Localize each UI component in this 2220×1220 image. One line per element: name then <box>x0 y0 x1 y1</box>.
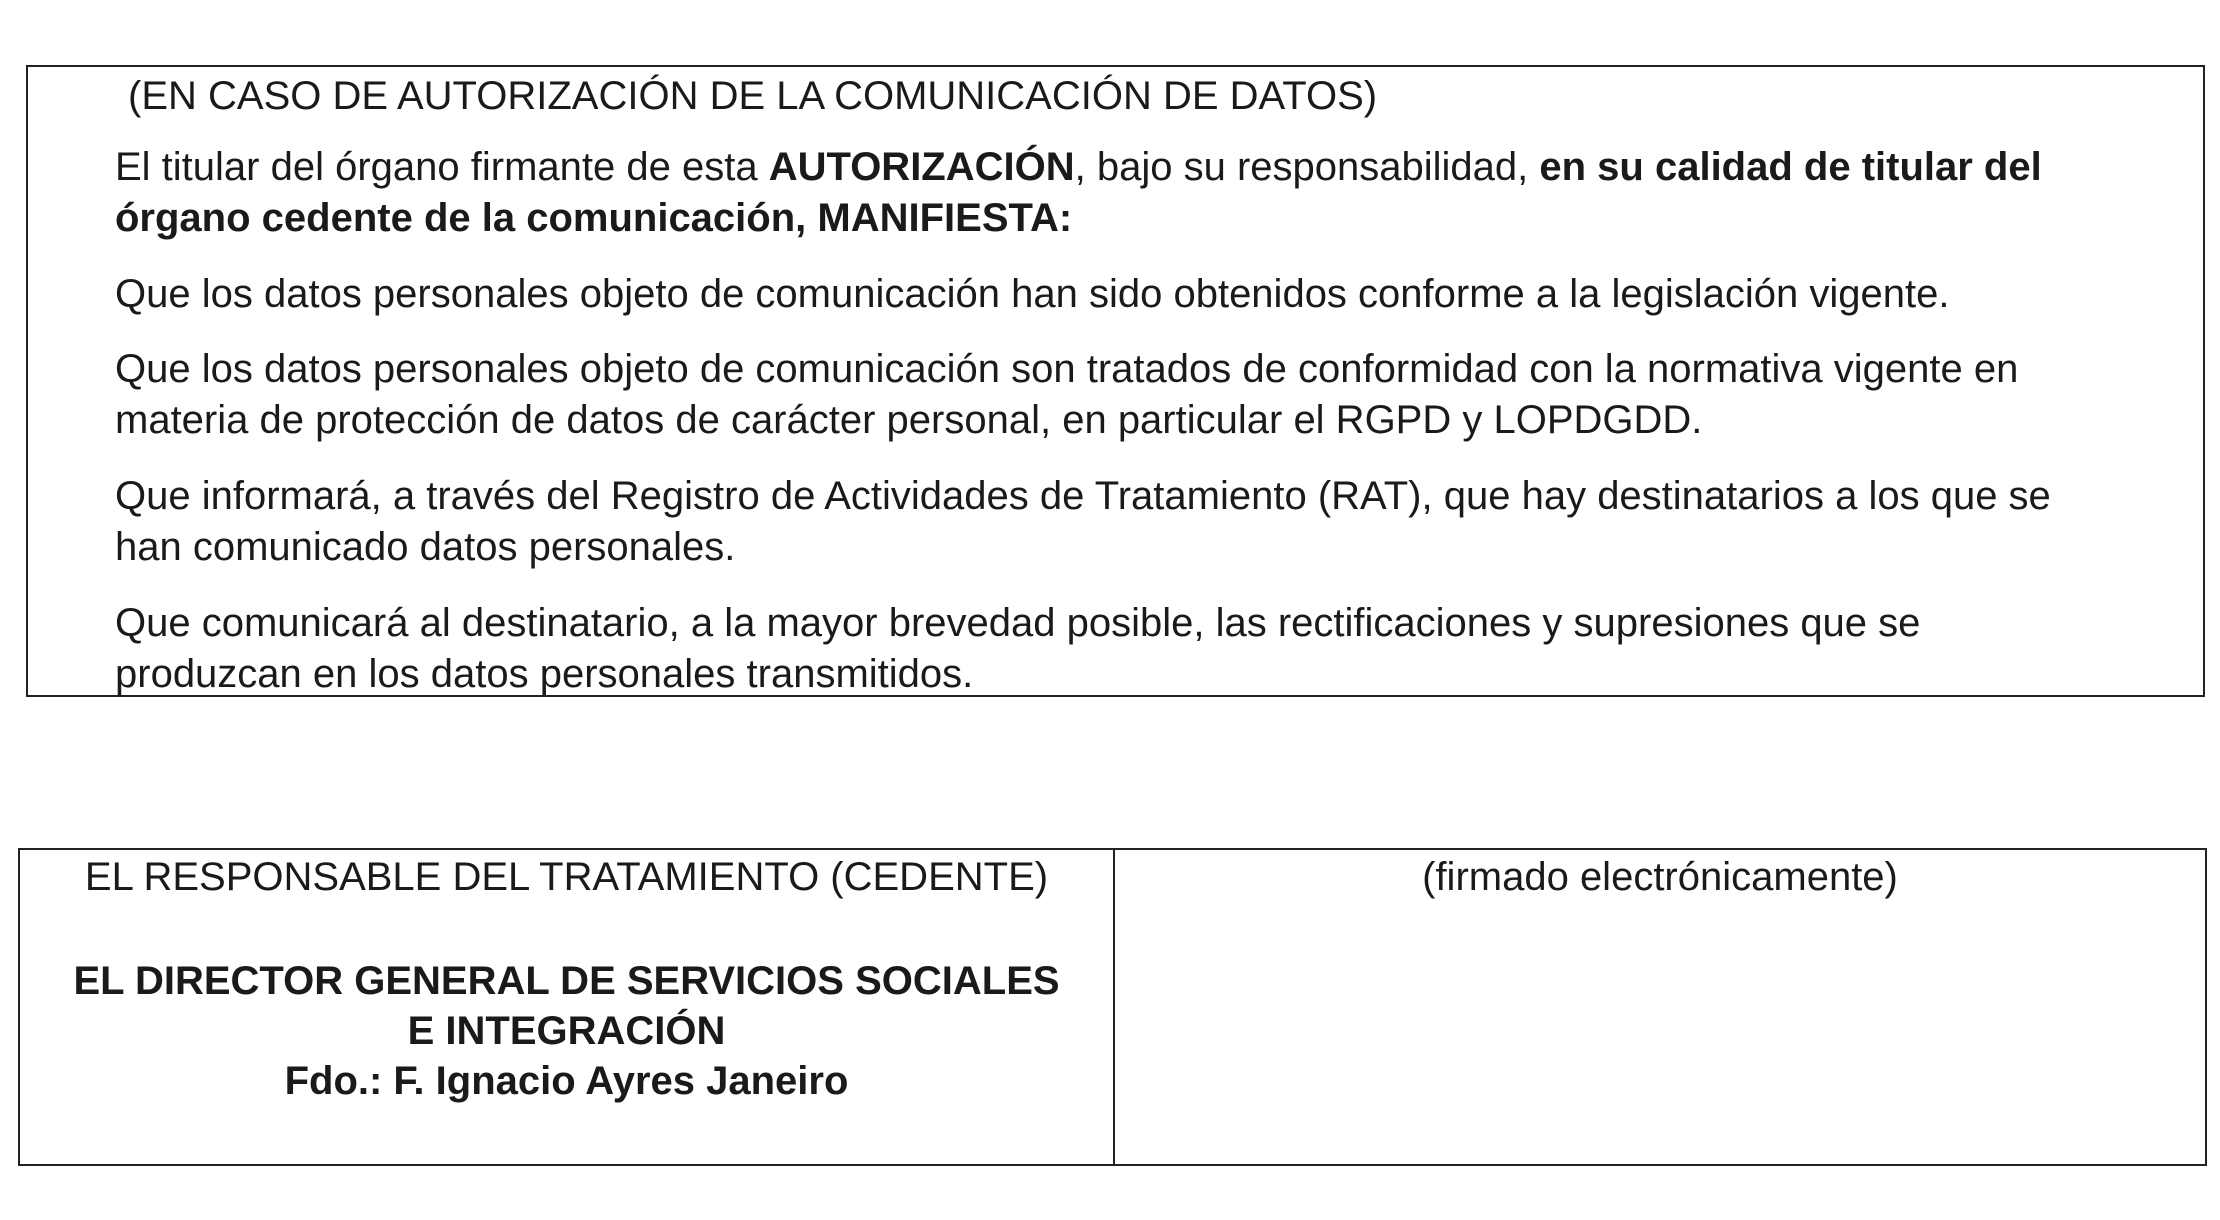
signer-name: Fdo.: F. Ignacio Ayres Janeiro <box>284 1059 849 1103</box>
statement-paragraph: Que informará, a través del Registro de Actividades de Tratamiento (RAT), que hay destinatarios a los que se han comunicado datos personales. <box>115 474 2051 569</box>
intro-text-2: , bajo su responsabilidad, <box>1074 145 1540 189</box>
signature-left-cell <box>20 850 1115 1164</box>
signature-table <box>18 848 2207 1166</box>
electronic-signature-note: (firmado electrónicamente) <box>1422 855 1898 899</box>
signer-title-line1: EL DIRECTOR GENERAL DE SERVICIOS SOCIALES <box>73 959 1060 1003</box>
signer-block <box>20 956 1113 1106</box>
authorization-box <box>26 65 2205 697</box>
signature-right-cell <box>1115 850 2205 1164</box>
intro-bold-authorization: AUTORIZACIÓN <box>768 145 1075 189</box>
intro-text-1: El titular del órgano firmante de esta <box>115 145 769 189</box>
signer-title-line2: E INTEGRACIÓN <box>407 1009 726 1053</box>
statement-paragraph: Que los datos personales objeto de comunicación han sido obtenidos conforme a la legislación vigente. <box>115 272 1950 316</box>
statement-paragraph: Que comunicará al destinatario, a la mayor brevedad posible, las rectificaciones y supresiones que se produzcan en los datos personales transmitidos. <box>115 601 1921 696</box>
responsible-role: EL RESPONSABLE DEL TRATAMIENTO (CEDENTE) <box>84 855 1049 899</box>
statement-paragraph: Que los datos personales objeto de comunicación son tratados de conformidad con la normativa vigente en materia de protección de datos de carácter personal, en particular el RGPD y LOPDGDD. <box>115 347 2019 442</box>
authorization-header: (EN CASO DE AUTORIZACIÓN DE LA COMUNICACIÓN DE DATOS) <box>128 74 1378 118</box>
intro-paragraph <box>115 142 2115 244</box>
intro-bold-manifiesta: en su calidad de titular del órgano cedente de la comunicación, MANIFIESTA: <box>115 145 2042 240</box>
